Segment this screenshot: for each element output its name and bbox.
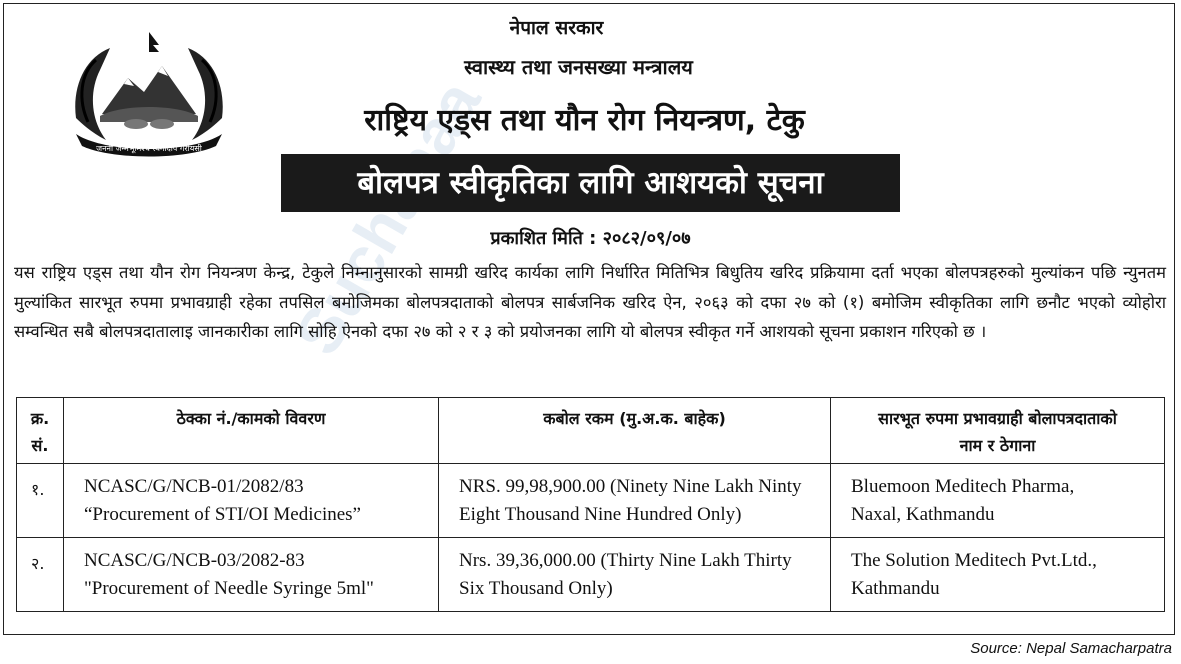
- table-header-row: [17, 398, 1165, 464]
- office-title: राष्ट्रिय एड्स तथा यौन रोग नियन्त्रण, टेकु: [364, 103, 805, 138]
- row-amount: Nrs. 39,36,000.00 (Thirty Nine Lakh Thirty Six Thousand Only): [439, 538, 831, 612]
- source-credit: Source: Nepal Samacharpatra: [970, 640, 1172, 657]
- row-amount: NRS. 99,98,900.00 (Ninety Nine Lakh Ninty Eight Thousand Nine Hundred Only): [439, 464, 831, 538]
- header-contract: ठेक्का नं./कामको विवरण: [64, 398, 439, 464]
- award-table: [16, 397, 1165, 612]
- table-row: [17, 538, 1165, 612]
- watermark: Suchanaa: [280, 68, 495, 367]
- row-serial-number: २.: [17, 538, 64, 612]
- emblem-motto: जननी जन्मभूमिश्च स्वर्गादपि गरीयसी: [96, 144, 202, 153]
- row-bidder: The Solution Meditech Pvt.Ltd., Kathmandu: [831, 538, 1165, 612]
- row-bidder: Bluemoon Meditech Pharma, Naxal, Kathmandu: [831, 464, 1165, 538]
- row-contract: NCASC/G/NCB-03/2082-83 "Procurement of Needle Syringe 5ml": [64, 538, 439, 612]
- header-amount: कबोल रकम (मु.अ.क. बाहेक): [439, 398, 831, 464]
- row-serial-number: १.: [17, 464, 64, 538]
- notice-body-text: यस राष्ट्रिय एड्स तथा यौन रोग नियन्त्रण केन्द्र, टेकुले निम्नानुसारको सामग्री खरिद कार्यका लागि निर्धारित मितिभित्र बिधुतिय खरिद प्रक्रियामा दर्ता भएका बोलपत्रहरुको मुल्यांकन पछि न्युनतम मुल्यांकित सारभूत रुपमा प्रभावग्राही रहेका तपसिल बमोजिमका बोलपत्रदाताको बोलपत्र सार्बजनिक खरिद ऐन, २०६३ को दफा २७ को (१) बमोजिम स्वीकृतिका लागि छनौट भएको व्योहोरा सम्वन्धित सबै बोलपत्रदातालाइ जानकारीका लागि सोहि ऐनको दफा २७ को २ र ३ को प्रयोजनका लागि यो बोलपत्र स्वीकृत गर्ने आशयको सूचना प्रकाशन गरिएको छ ।: [14, 263, 1166, 342]
- header-serial-number: क्र. सं.: [17, 398, 64, 464]
- published-date: प्रकाशित मिति : २०८२/०९/०७: [490, 228, 691, 249]
- government-title: नेपाल सरकार: [509, 17, 604, 39]
- nepal-emblem-icon: [66, 30, 232, 160]
- header-bidder: सारभूत रुपमा प्रभावग्राही बोलापत्रदाताको नाम र ठेगाना: [831, 398, 1165, 464]
- row-contract: NCASC/G/NCB-01/2082/83 “Procurement of STI/OI Medicines”: [64, 464, 439, 538]
- table-row: [17, 464, 1165, 538]
- notice-title-banner: बोलपत्र स्वीकृतिका लागि आशयको सूचना: [281, 154, 900, 212]
- ministry-title: स्वास्थ्य तथा जनसख्या मन्त्रालय: [464, 55, 693, 79]
